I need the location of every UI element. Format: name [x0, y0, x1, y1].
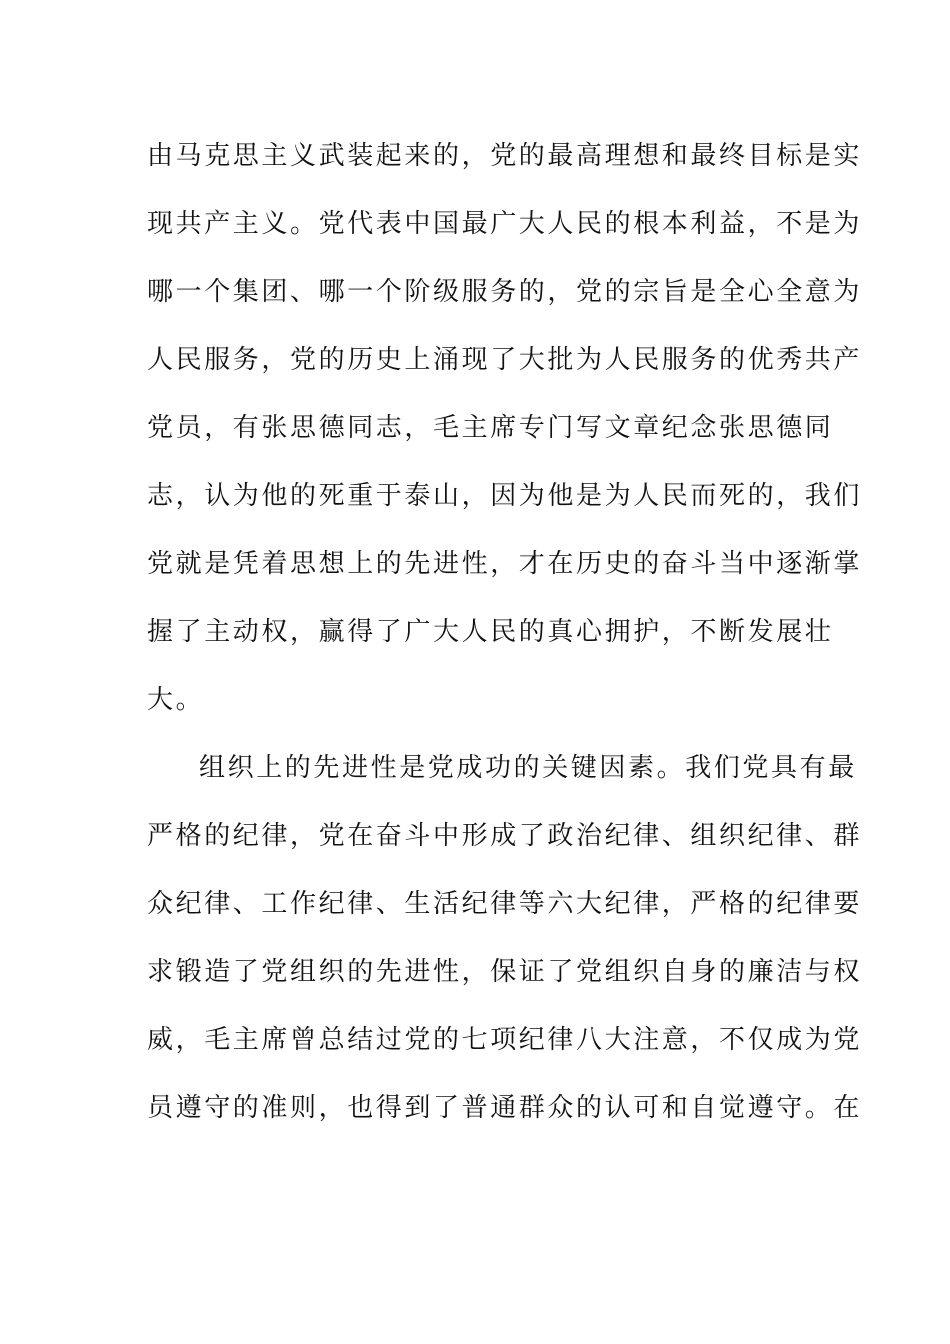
text-line: 大。: [147, 685, 205, 715]
text-line: 求锻造了党组织的先进性，保证了党组织自身的廉洁与权: [147, 957, 863, 987]
text-line: 严格的纪律，党在奋斗中形成了政治纪律、组织纪律、群: [147, 821, 863, 851]
text-line: 由马克思主义武装起来的，党的最高理想和最终目标是实: [147, 141, 863, 171]
text-line: 握了主动权，赢得了广大人民的真心拥护，不断发展壮: [147, 617, 834, 647]
text-line: 员遵守的准则，也得到了普通群众的认可和自觉遵守。在: [147, 1093, 863, 1123]
text-line: 人民服务，党的历史上涌现了大批为人民服务的优秀共产: [147, 345, 863, 375]
text-line: 现共产主义。党代表中国最广大人民的根本利益，不是为: [147, 209, 863, 239]
text-line: 志，认为他的死重于泰山，因为他是为人民而死的，我们: [147, 481, 863, 511]
text-line: 哪一个集团、哪一个阶级服务的，党的宗旨是全心全意为: [147, 277, 863, 307]
text-line: 党员，有张思德同志，毛主席专门写文章纪念张思德同: [147, 413, 834, 443]
text-line: 众纪律、工作纪律、生活纪律等六大纪律，严格的纪律要: [147, 889, 863, 919]
text-line: 威，毛主席曾总结过党的七项纪律八大注意，不仅成为党: [147, 1025, 863, 1055]
paragraph-first-line: 组织上的先进性是党成功的关键因素。我们党具有最: [199, 753, 857, 783]
text-line: 党就是凭着思想上的先进性，才在历史的奋斗当中逐渐掌: [147, 549, 863, 579]
